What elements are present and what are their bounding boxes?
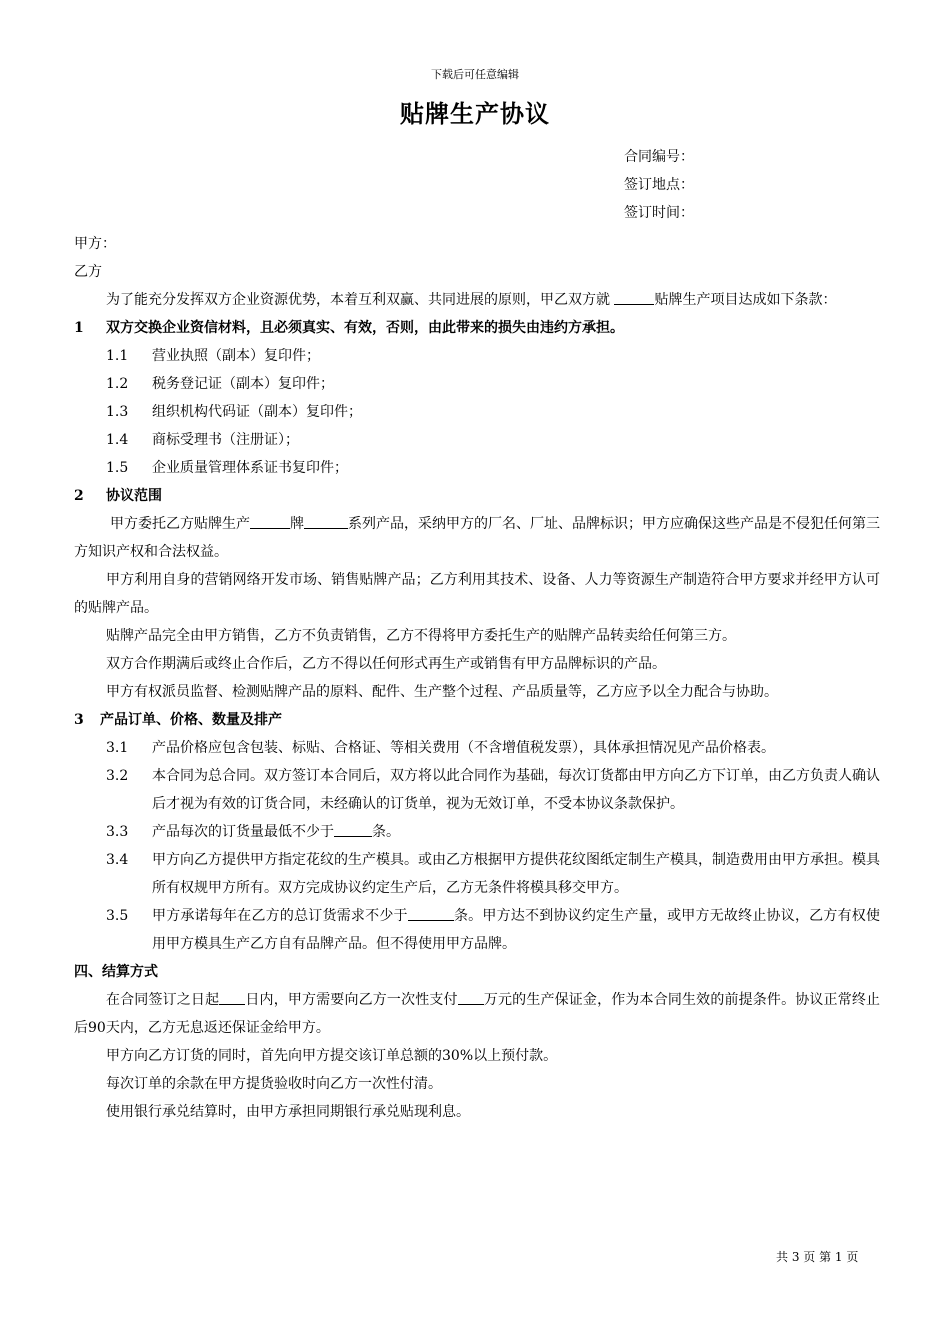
list-item: 1.5 企业质量管理体系证书复印件； [106,460,348,476]
annual-order-blank [408,904,454,921]
list-item: 3.4 甲方向乙方提供甲方指定花纹的生产模具。或由乙方根据甲方提供花纹图纸定制生产模具，制造费用由甲方承担。模具所有权规甲方所有。双方完成协议约定生产后，乙方无条件将模具移交甲方。 [106,852,880,896]
intro-paragraph: 为了能充分发挥双方企业资源优势，本着互利双赢、共同进展的原则，甲乙双方就 贴牌生产项目达成如下条款： [74,286,880,314]
section4-heading: 四、结算方式 [74,964,158,980]
section4-paragraph: 在合同签订之日起 日内，甲方需要向乙方一次性支付 万元的生产保证金，作为本合同生效的前提条件。协议正常终止后90天内，乙方无息返还保证金给甲方。 [74,986,880,1042]
header-note: 下载后可任意编辑 [431,68,519,81]
section2-paragraph: 甲方委托乙方贴牌生产 牌 系列产品，采纳甲方的厂名、厂址、品牌标识；甲方应确保这些产品是不侵犯任何第三方知识产权和合法权益。 [74,510,880,566]
party-a-label: 甲方： [74,236,116,252]
page-footer: 共 3 页 第 1 页 [776,1250,859,1264]
section2-paragraph: 甲方利用自身的营销网络开发市场、销售贴牌产品；乙方利用其技术、设备、人力等资源生产制造符合甲方要求并经甲方认可的贴牌产品。 [74,572,880,616]
series-blank [304,512,348,529]
list-item: 3.5 甲方承诺每年在乙方的总订货需求不少于 条。甲方达不到协议约定生产量，或甲方无故终止协议，乙方有权使用甲方模具生产乙方自有品牌产品。但不得使用甲方品牌。 [74,902,880,958]
brand-blank [250,512,290,529]
section2-heading: 2 协议范围 [74,488,162,504]
contract-number-label: 合同编号： [624,149,694,165]
min-order-blank [334,820,372,837]
section2-paragraph: 贴牌产品完全由甲方销售，乙方不负责销售，乙方不得将甲方委托生产的贴牌产品转卖给任何第三方。 [106,628,736,644]
section4-paragraph: 使用银行承兑结算时，由甲方承担同期银行承兑贴现利息。 [106,1104,470,1120]
list-item: 1.4 商标受理书（注册证）； [106,432,299,448]
document-body [74,230,880,1126]
deposit-blank [458,988,484,1005]
list-item: 3.2 本合同为总合同。双方签订本合同后，双方将以此合同作为基础，每次订货都由甲方向乙方下订单，由乙方负责人确认后才视为有效的订货合同，未经确认的订货单，视为无效订单，不受本协议条款保护。 [106,768,880,812]
list-item: 1.2 税务登记证（副本）复印件； [106,376,334,392]
document-title: 贴牌生产协议 [400,99,550,128]
section3-heading: 3 产品订单、价格、数量及排产 [74,712,282,728]
list-item: 3.3 产品每次的订货量最低不少于 条。 [74,818,880,846]
section4-paragraph: 每次订单的余款在甲方提货验收时向乙方一次性付清。 [106,1076,442,1092]
list-item: 1.1 营业执照（副本）复印件； [106,348,320,364]
section1-heading: 1 双方交换企业资信材料，且必须真实、有效，否则，由此带来的损失由违约方承担。 [74,320,624,336]
section2-paragraph: 甲方有权派员监督、检测贴牌产品的原料、配件、生产整个过程、产品质量等，乙方应予以全力配合与协助。 [106,684,778,700]
party-b-label: 乙方 [74,264,102,280]
project-blank [614,288,654,305]
sign-place-label: 签订地点： [624,177,694,193]
list-item: 3.1 产品价格应包含包装、标贴、合格证、等相关费用（不含增值税发票），具体承担情况见产品价格表。 [106,740,775,756]
days-blank [219,988,245,1005]
list-item: 1.3 组织机构代码证（副本）复印件； [106,404,362,420]
section2-paragraph: 双方合作期满后或终止合作后，乙方不得以任何形式再生产或销售有甲方品牌标识的产品。 [106,656,666,672]
section4-paragraph: 甲方向乙方订货的同时，首先向甲方提交该订单总额的30%以上预付款。 [106,1048,558,1064]
sign-time-label: 签订时间： [624,205,694,221]
